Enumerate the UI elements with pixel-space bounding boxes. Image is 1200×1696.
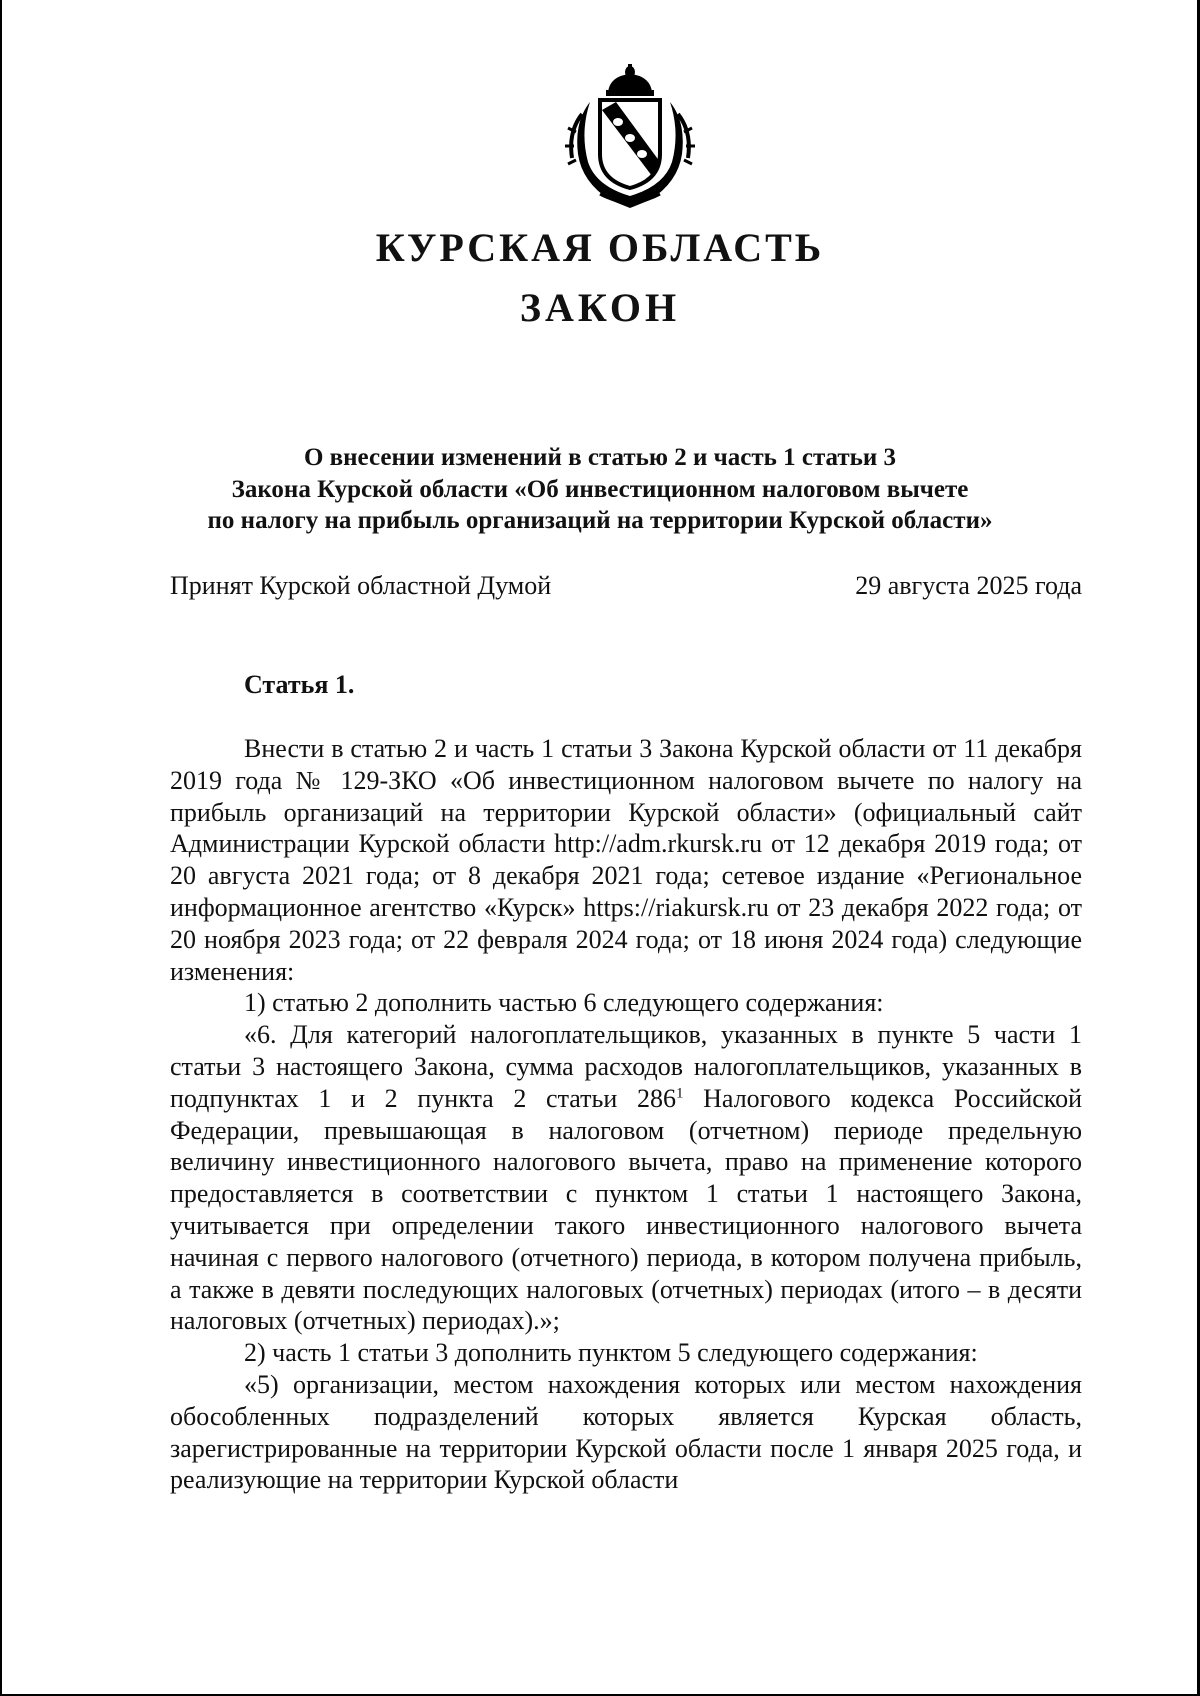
article-quote-2: «5) организации, местом нахождения которых или местом нахождения обособленных подразделений которых является Курская область, зарегистрированные на территории Курской области после 1 января 2025 года, и реализующие на территории Курской области (170, 1369, 1082, 1495)
document-type-heading: ЗАКОН (519, 285, 681, 330)
superscript-marker: 1 (675, 1085, 684, 1102)
law-title-line-3: по налогу на прибыль организаций на территории Курской области» (207, 507, 993, 534)
article-item-2: 2) часть 1 статьи 3 дополнить пунктом 5 следующего содержания: (244, 1338, 978, 1368)
adoption-line (170, 570, 1082, 602)
law-title-line-2: Закона Курской области «Об инвестиционном налоговом вычете (231, 475, 969, 503)
law-title (150, 442, 1050, 537)
adopted-by: Принят Курской областной Думой (170, 571, 552, 600)
article-body (170, 733, 1082, 1496)
quote-1-text-end: Налогового кодекса Российской Федерации, превышающая в налоговом (отчетном) периоде предельную величину инвестиционного налогового вычета, право на применение которого предоставляется в соответствии с пунктом 1 статьи 1 настоящего Закона, учитывается при определении такого инвестиционного налогового вычета начиная с первого налогового (отчетного) периода, в котором получена прибыль, а также в девяти последующих налоговых (отчетных) периодах (итого – в десяти налоговых (отчетных) периодах).»; (170, 1083, 1083, 1336)
article-heading: Статья 1. (244, 670, 355, 699)
adoption-date: 29 августа 2025 года (855, 571, 1082, 600)
article-quote-1 (170, 1019, 1082, 1337)
law-title-line-1: О внесении изменений в статью 2 и часть 1 статьи 3 (303, 444, 897, 471)
quote-1-text-start: «6. Для категорий налогоплательщиков, указанных в пункте 5 части 1 статьи 3 настоящего Закона, сумма расходов налогоплательщиков, указанных в подпунктах 1 и 2 пункта 2 статьи 286 (170, 1020, 1082, 1113)
region-heading: КУРСКАЯ ОБЛАСТЬ (375, 225, 825, 270)
article-intro-paragraph: Внести в статью 2 и часть 1 статьи 3 Закона Курской области от 11 декабря 2019 года № 129-ЗКО «Об инвестиционном налоговом вычете по налогу на прибыль организаций на территории Курской области» (официальный сайт Администрации Курской области http://adm.rkursk.ru от 12 декабря 2019 года; от 20 августа 2021 года; от 8 декабря 2021 года; сетевое издание «Региональное информационное агентство «Курск» https://riakursk.ru от 23 декабря 2022 года; от 20 ноября 2023 года; от 22 февраля 2024 года; от 18 июня 2024 года) следующие изменения: (170, 734, 1082, 986)
article-item-1: 1) статью 2 дополнить частью 6 следующего содержания: (244, 988, 884, 1018)
coat-of-arms-emblem (560, 62, 700, 210)
